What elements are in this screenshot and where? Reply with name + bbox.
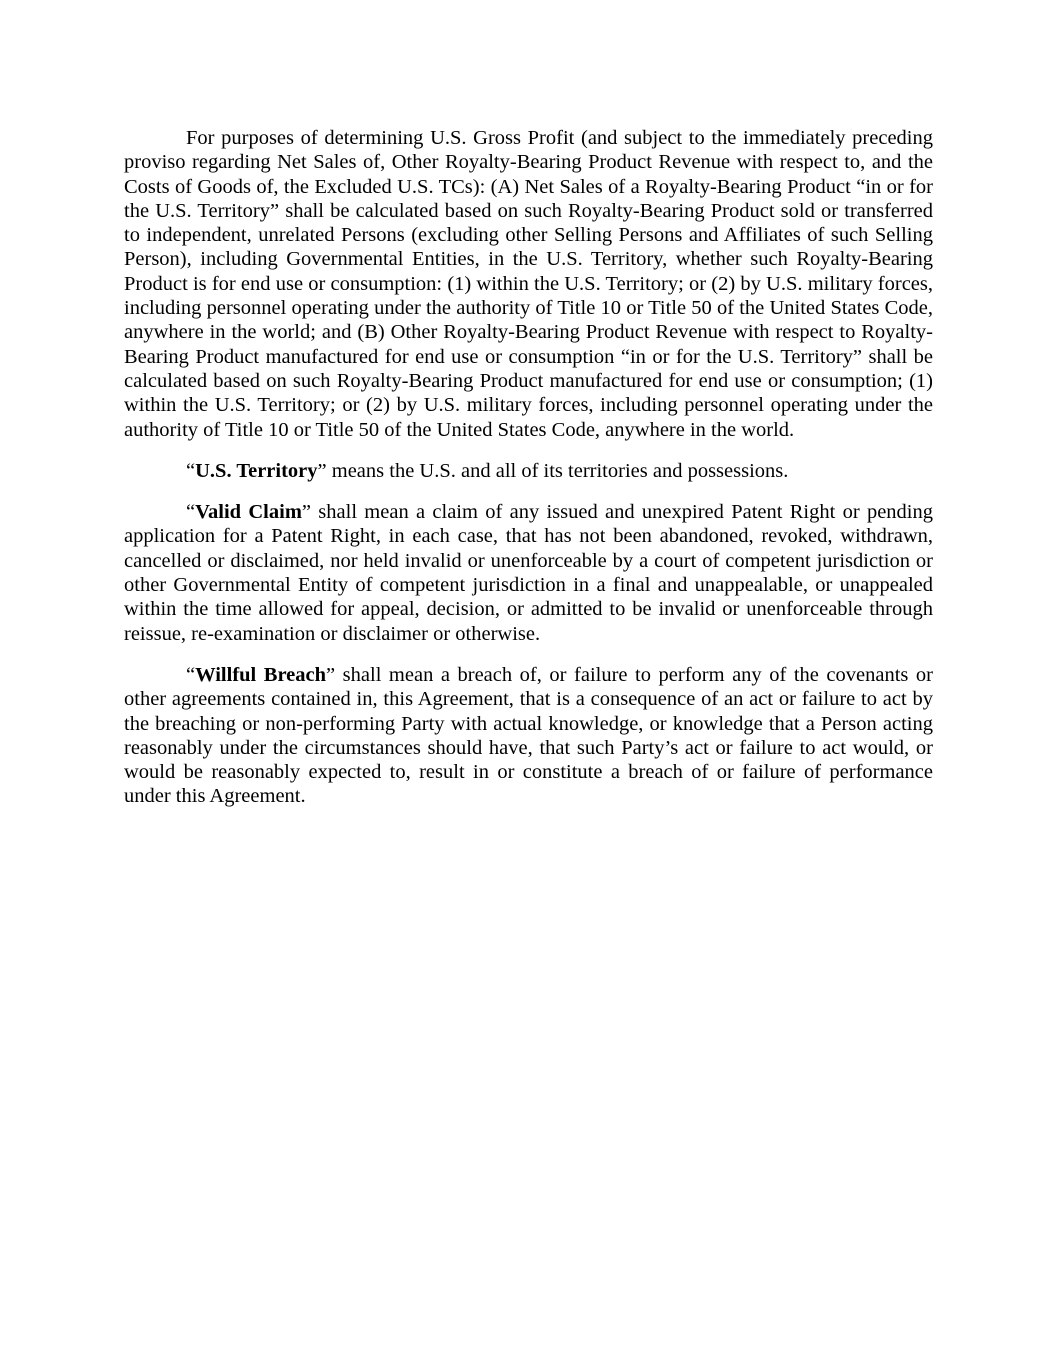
paragraph-text: ” shall mean a breach of, or failure to perform any of the covenants or other agreements contained in, this Agreement, that is a consequence of an act or failure to act by the breaching or non-performing Party with actual knowledge, or knowledge that a Person acting reasonably under the circumstances should have, that such Party’s act or failure to act would, or would be reasonably expected to, result in or constitute a breach of or failure of performance under this Agreement.: [124, 663, 933, 808]
document-page: [124, 126, 933, 809]
defined-term-valid-claim: Valid Claim: [195, 501, 302, 524]
paragraph-us-gross-profit: [124, 126, 933, 442]
paragraph-definition-us-territory: [124, 459, 933, 483]
defined-term-willful-breach: Willful Breach: [195, 663, 327, 686]
paragraph-definition-valid-claim: [124, 500, 933, 646]
paragraph-text: ” means the U.S. and all of its territories and possessions.: [317, 459, 789, 482]
paragraph-text: ” shall mean a claim of any issued and unexpired Patent Right or pending application for a Patent Right, in each case, that has not been abandoned, revoked, withdrawn, cancelled or disclaimed, nor held invalid or unenforceable by a court of competent jurisdiction or other Governmental Entity of competent jurisdiction in a final and unappealable, or unappealed within the time allowed for appeal, decision, or admitted to be invalid or unenforceable through reissue, re-examination or disclaimer or otherwise.: [124, 501, 933, 645]
open-quote: “: [186, 501, 196, 524]
paragraph-text: For purposes of determining U.S. Gross Profit (and subject to the immediately preceding proviso regarding Net Sales of, Other Royalty-Bearing Product Revenue with respect to, and the Costs of Goods of, the Excluded U.S. TCs): (A) Net Sales of a Royalty-Bearing Product “in or for the U.S. Territory” shall be calculated based on such Royalty-Bearing Product sold or transferred to independent, unrelated Persons (excluding other Selling Persons and Affiliates of such Selling Person), including Governmental Entities, in the U.S. Territory, whether such Royalty-Bearing Product is for end use or consumption: (1) within the U.S. Territory; or (2) by U.S. military forces, including personnel operating under the authority of Title 10 or Title 50 of the United States Code, anywhere in the world; and (B) Other Royalty-Bearing Product Revenue with respect to Royalty-Bearing Product manufactured for end use or consumption “in or for the U.S. Territory” shall be calculated based on such Royalty-Bearing Product manufactured for end use or consumption; (1) within the U.S. Territory; or (2) by U.S. military forces, including personnel operating under the authority of Title 10 or Title 50 of the United States Code, anywhere in the world.: [124, 127, 933, 441]
open-quote: “: [186, 663, 196, 686]
open-quote: “: [186, 459, 196, 482]
defined-term-us-territory: U.S. Territory: [195, 459, 318, 482]
paragraph-definition-willful-breach: [124, 663, 933, 809]
